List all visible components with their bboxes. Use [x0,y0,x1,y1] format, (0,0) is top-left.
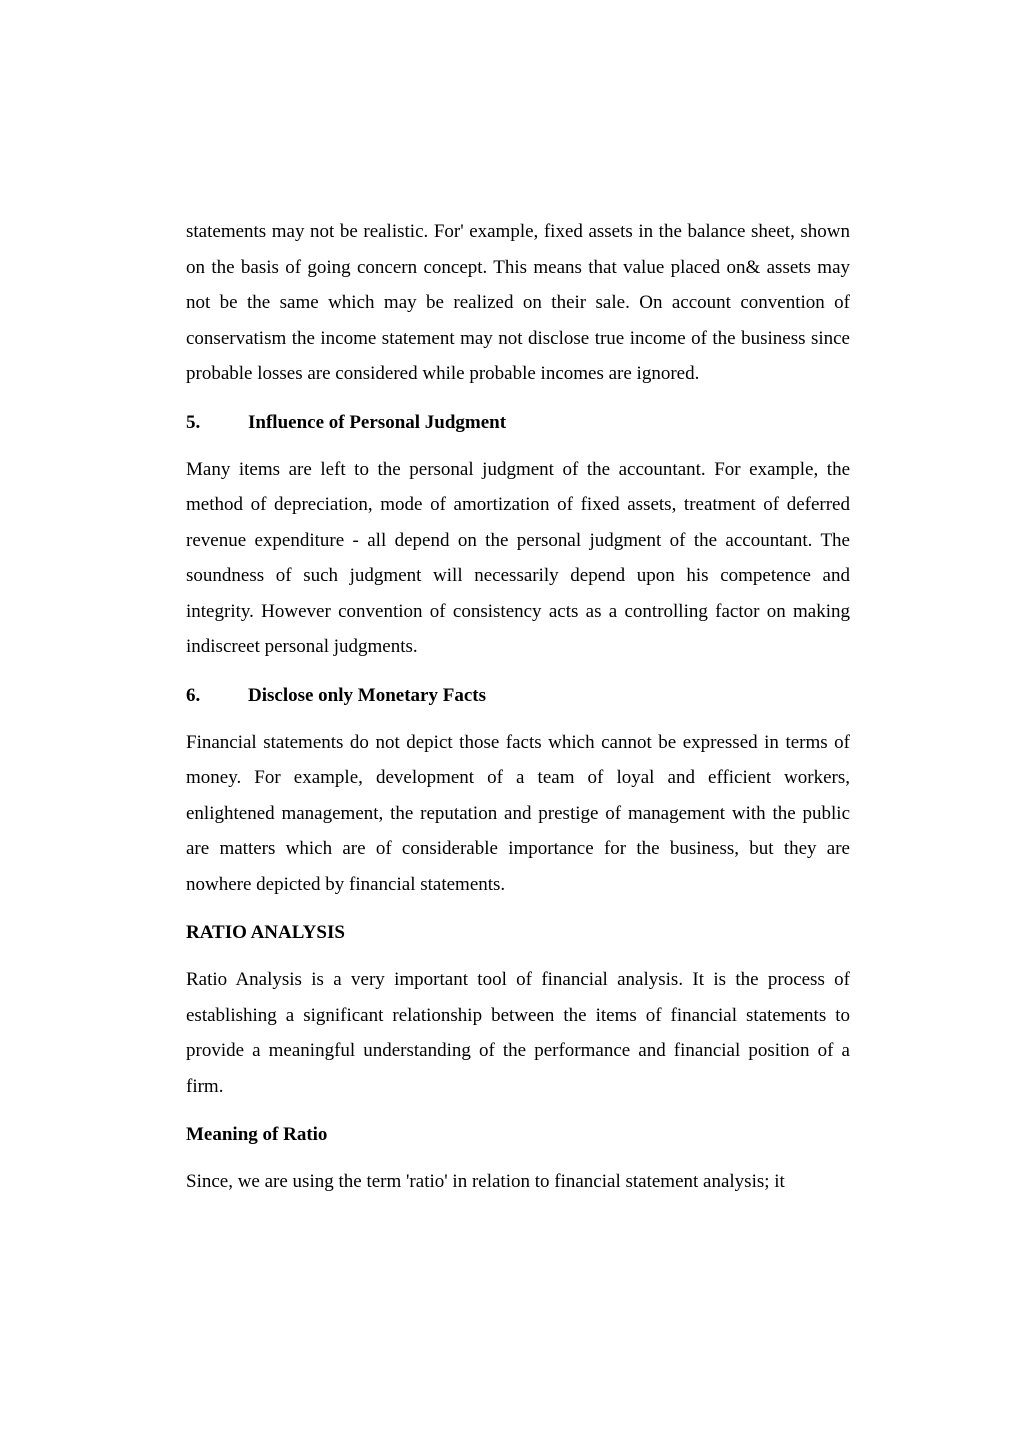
section-number: 5. [186,411,201,433]
section-title: Disclose only Monetary Facts [248,684,486,706]
paragraph-meaning-of-ratio: Since, we are using the term 'ratio' in relation to financial statement analysis; it [186,1171,785,1192]
section-heading-6 [186,682,850,710]
section-heading-5 [186,409,850,437]
section-number: 6. [186,684,201,706]
document-page [186,214,850,1200]
paragraph-ratio-analysis: Ratio Analysis is a very important tool of financial analysis. It is the process of establishing a significant relationship between the items of financial statements to provide a meaningful understanding of the performance and financial position of a firm. [186,969,850,1097]
paragraph-realistic-statements: statements may not be realistic. For' example, fixed assets in the balance sheet, shown on the basis of going concern concept. This means that value placed on& assets may not be the same which may be realized on their sale. On account convention of conservatism the income statement may not disclose true income of the business since probable losses are considered while probable incomes are ignored. [186,221,850,384]
heading-text: Meaning of Ratio [186,1124,328,1145]
heading-ratio-analysis [186,919,850,947]
section-title: Influence of Personal Judgment [248,411,507,433]
heading-text: RATIO ANALYSIS [186,922,345,943]
paragraph-personal-judgment: Many items are left to the personal judgment of the accountant. For example, the method of depreciation, mode of amortization of fixed assets, treatment of deferred revenue expenditure - all depend on the personal judgment of the accountant. The soundness of such judgment will necessarily depend upon his competence and integrity. However convention of consistency acts as a controlling factor on making indiscreet personal judgments. [186,458,850,657]
paragraph-monetary-facts: Financial statements do not depict those facts which cannot be expressed in terms of money. For example, development of a team of loyal and efficient workers, enlightened management, the reputation and prestige of management with the public are matters which are of considerable importance for the business, but they are nowhere depicted by financial statements. [186,731,850,895]
heading-meaning-of-ratio [186,1121,850,1149]
